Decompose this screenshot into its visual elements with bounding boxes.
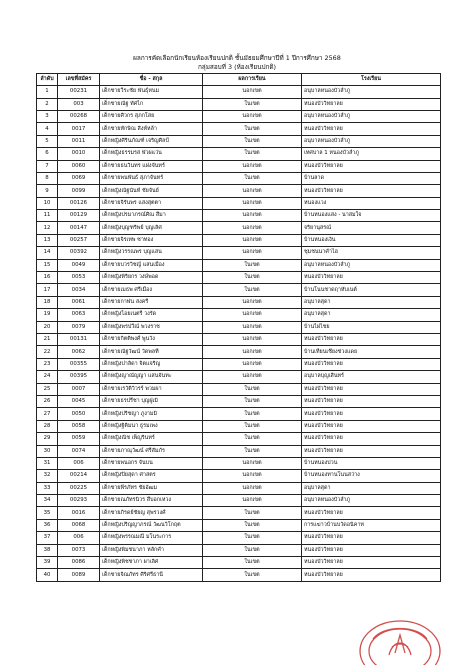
cell-school: หนองบัววิทยาลย <box>302 123 441 135</box>
cell-application-no: 006 <box>58 457 100 469</box>
table-row <box>37 557 441 569</box>
cell-school: หนองบัววิทยาลย <box>302 507 441 519</box>
cell-order: 6 <box>37 148 58 160</box>
cell-application-no: 0011 <box>58 135 100 147</box>
cell-name: เด็กหญิงพิริยกร วงษ์พอด <box>100 272 203 284</box>
table-row <box>37 98 441 110</box>
cell-school: หนองบัววิทยาลย <box>302 383 441 395</box>
cell-result: ในเขต <box>203 148 302 160</box>
cell-school: หนองบัววิทยาลย <box>302 358 441 370</box>
table-row <box>37 433 441 445</box>
cell-application-no: 0063 <box>58 309 100 321</box>
cell-application-no: 0034 <box>58 284 100 296</box>
cell-name: เด็กชายทักษิณ สิงห์หล้า <box>100 123 203 135</box>
cell-result: ในเขต <box>203 172 302 184</box>
cell-result: นอกเขต <box>203 470 302 482</box>
cell-order: 30 <box>37 445 58 457</box>
cell-application-no: 00268 <box>58 110 100 122</box>
cell-order: 29 <box>37 433 58 445</box>
table-row <box>37 544 441 556</box>
cell-name: เด็กหญิงไอยเนตรี วงรัด <box>100 309 203 321</box>
cell-order: 24 <box>37 371 58 383</box>
cell-school: บ้านหนองแสง - นาสมใจ <box>302 210 441 222</box>
cell-order: 10 <box>37 197 58 209</box>
cell-order: 22 <box>37 346 58 358</box>
table-row <box>37 470 441 482</box>
cell-result: ในเขต <box>203 259 302 271</box>
cell-order: 15 <box>37 259 58 271</box>
cell-order: 3 <box>37 110 58 122</box>
cell-application-no: 0089 <box>58 569 100 581</box>
table-row <box>37 569 441 581</box>
school-seal-stamp <box>353 615 447 665</box>
cell-order: 20 <box>37 321 58 333</box>
cell-result: ในเขต <box>203 507 302 519</box>
table-row <box>37 197 441 209</box>
table-row <box>37 358 441 370</box>
table-row <box>37 272 441 284</box>
cell-name: เด็กหญิงปรมาภรณ์ศิณ สีมา <box>100 210 203 222</box>
cell-order: 35 <box>37 507 58 519</box>
cell-application-no: 0068 <box>58 519 100 531</box>
cell-application-no: 00231 <box>58 86 100 98</box>
cell-school: หนองบัววิทยาลย <box>302 544 441 556</box>
table-row <box>37 172 441 184</box>
cell-name: เด็กชายเรวัติวิวรร์ พวมผา <box>100 383 203 395</box>
table-row <box>37 222 441 234</box>
cell-result: ในเขต <box>203 395 302 407</box>
cell-name: เด็กหญิงฐิติมนา ธูรมเพง <box>100 420 203 432</box>
cell-application-no: 0053 <box>58 272 100 284</box>
cell-result: นอกเขต <box>203 457 302 469</box>
cell-result: นอกเขต <box>203 247 302 259</box>
cell-name: เด็กหญิงปริชญา ภูงามมิ <box>100 408 203 420</box>
cell-order: 8 <box>37 172 58 184</box>
cell-result: ในเขต <box>203 408 302 420</box>
cell-order: 34 <box>37 495 58 507</box>
cell-application-no: 0050 <box>58 408 100 420</box>
cell-school: การแฆ่าวบ้านบวัดอนิคาท <box>302 519 441 531</box>
cell-school: หนองบัววิทยาลย <box>302 408 441 420</box>
cell-order: 23 <box>37 358 58 370</box>
cell-application-no: 006 <box>58 532 100 544</box>
cell-application-no: 00355 <box>58 358 100 370</box>
cell-school: หนองบัววิทยาลย <box>302 98 441 110</box>
cell-school: บ้านไผ่ไชย <box>302 321 441 333</box>
cell-school: หนองบัววิทยาลย <box>302 557 441 569</box>
cell-name: เด็กชายภิรดย์ชัยญ สุพรวงศ์ <box>100 507 203 519</box>
cell-name: เด็กหญิงพรปวีณ์ พวงราช <box>100 321 203 333</box>
cell-order: 12 <box>37 222 58 234</box>
cell-name: เด็กชายวีระชัย พันธุ์หนม <box>100 86 203 98</box>
cell-school: หนองบัววิทยาลย <box>302 445 441 457</box>
cell-result: นอกเขต <box>203 160 302 172</box>
cell-school: หนองบัววิทยาลย <box>302 160 441 172</box>
cell-application-no: 00129 <box>58 210 100 222</box>
cell-application-no: 0007 <box>58 383 100 395</box>
cell-name: เด็กหญิงปิยสุดา ศาสตร <box>100 470 203 482</box>
cell-application-no: 00147 <box>58 222 100 234</box>
cell-order: 11 <box>37 210 58 222</box>
cell-order: 14 <box>37 247 58 259</box>
table-row <box>37 86 441 98</box>
cell-result: ในเขต <box>203 532 302 544</box>
cell-application-no: 00225 <box>58 482 100 494</box>
cell-result: นอกเขต <box>203 197 302 209</box>
cell-result: นอกเขต <box>203 185 302 197</box>
cell-application-no: 0069 <box>58 172 100 184</box>
cell-name: เด็กชายเมธพ ศรีเมือง <box>100 284 203 296</box>
table-row <box>37 371 441 383</box>
table-row <box>37 346 441 358</box>
cell-order: 33 <box>37 482 58 494</box>
table-row <box>37 507 441 519</box>
table-row <box>37 495 441 507</box>
cell-school: อนุบาลสุดา <box>302 482 441 494</box>
cell-name: เด็กชายภาณุวัฒน์ ศรีสัมภัร <box>100 445 203 457</box>
cell-application-no: 0045 <box>58 395 100 407</box>
cell-order: 25 <box>37 383 58 395</box>
document-title: ผลการคัดเลือกนักเรียนห้องเรียนปกติ ชั้นมัธยมศึกษาปีที่ 1 ปีการศึกษา 2568 <box>133 54 341 62</box>
cell-name: เด็กหญิงณิช เพ็ญรินทร์ <box>100 433 203 445</box>
cell-order: 1 <box>37 86 58 98</box>
cell-order: 21 <box>37 334 58 346</box>
cell-name: เด็กชายจิรเทพ ซาทอง <box>100 234 203 246</box>
cell-school: หนองบัววิทยาลย <box>302 420 441 432</box>
cell-application-no: 00126 <box>58 197 100 209</box>
table-row <box>37 284 441 296</box>
cell-order: 13 <box>37 234 58 246</box>
table-row <box>37 148 441 160</box>
cell-name: เด็กหญิงธรรมรส พัวผแว่น <box>100 148 203 160</box>
cell-application-no: 0061 <box>58 296 100 308</box>
table-row <box>37 457 441 469</box>
cell-name: เด็กหญิงณัฐนันท์ ชัยจันย์ <box>100 185 203 197</box>
cell-school: หนองแวง <box>302 197 441 209</box>
cell-application-no: 0010 <box>58 148 100 160</box>
cell-result: นอกเขต <box>203 346 302 358</box>
table-row <box>37 296 441 308</box>
cell-application-no: 00257 <box>58 234 100 246</box>
cell-result: ในเขต <box>203 433 302 445</box>
cell-result: นอกเขต <box>203 482 302 494</box>
cell-application-no: 00293 <box>58 495 100 507</box>
cell-order: 28 <box>37 420 58 432</box>
cell-school: ชุมชนนาคำไฮ <box>302 247 441 259</box>
cell-result: นอกเขต <box>203 371 302 383</box>
cell-result: ในเขต <box>203 519 302 531</box>
cell-school: อนุบาลหนองบัวลำภู <box>302 110 441 122</box>
cell-name: เด็กชายกาฬน สงครี <box>100 296 203 308</box>
cell-application-no: 0060 <box>58 160 100 172</box>
cell-order: 9 <box>37 185 58 197</box>
cell-application-no: 0086 <box>58 557 100 569</box>
cell-application-no: 0017 <box>58 123 100 135</box>
cell-school: อนุบาลหนองบัวลำภู <box>302 135 441 147</box>
cell-application-no: 0074 <box>58 445 100 457</box>
cell-school: หนองบัววิทยาลย <box>302 395 441 407</box>
cell-application-no: 00131 <box>58 334 100 346</box>
table-row <box>37 519 441 531</box>
cell-result: ในเขต <box>203 445 302 457</box>
cell-name: เด็กหญิงพิมชนาภา หลักคำ <box>100 544 203 556</box>
cell-name: เด็กชายจิณภัทร ศิริศรีธานี <box>100 569 203 581</box>
cell-school: บ้านหนองเงิน <box>302 234 441 246</box>
cell-application-no: 0059 <box>58 433 100 445</box>
column-header-result: ผลการเรียน <box>203 74 302 86</box>
cell-order: 38 <box>37 544 58 556</box>
cell-result: ในเขต <box>203 284 302 296</box>
cell-application-no: 00392 <box>58 247 100 259</box>
cell-name: เด็กหญิงปริญญาภรณ์ วัฒนวิโกฤต <box>100 519 203 531</box>
cell-order: 4 <box>37 123 58 135</box>
cell-result: ในเขต <box>203 420 302 432</box>
cell-school: อนุบาลบุญเสินทร์ <box>302 371 441 383</box>
table-row <box>37 185 441 197</box>
cell-order: 32 <box>37 470 58 482</box>
cell-result: ในเขต <box>203 557 302 569</box>
cell-result: ในเขต <box>203 123 302 135</box>
cell-school: บ้านเทียนเชียงช่วงแดย <box>302 346 441 358</box>
cell-name: เด็กชายกิตติพงศ์ พูนวัง <box>100 334 203 346</box>
cell-result: นอกเขต <box>203 222 302 234</box>
cell-school: บ้านโนนชาดฤาหับเนต์ <box>302 284 441 296</box>
cell-result: ในเขต <box>203 383 302 395</box>
column-header-application-no: เลขที่สมัคร <box>58 74 100 86</box>
cell-result: นอกเขต <box>203 358 302 370</box>
cell-school: อนุบาลหนองบัวลำภู <box>302 86 441 98</box>
cell-order: 7 <box>37 160 58 172</box>
table-row <box>37 309 441 321</box>
cell-name: เด็กชายพีรภัทร ชัยอัฒม <box>100 482 203 494</box>
cell-school: หนองบัววิทยาลย <box>302 532 441 544</box>
cell-name: เด็กหญิงบุญฑริพย์ บุญเลิศ <box>100 222 203 234</box>
cell-order: 17 <box>37 284 58 296</box>
table-body <box>37 86 441 582</box>
cell-result: ในเขต <box>203 272 302 284</box>
cell-result: นอกเขต <box>203 321 302 333</box>
cell-school: บ้านหนองทานโนนสว่าง <box>302 470 441 482</box>
cell-order: 39 <box>37 557 58 569</box>
cell-order: 31 <box>37 457 58 469</box>
cell-name: เด็กชายณัฐวัฒน์ วัดพลที <box>100 346 203 358</box>
column-header-name: ชื่อ - สกุล <box>100 74 203 86</box>
table-row <box>37 420 441 432</box>
cell-school: หนองบัววิทยาลย <box>302 185 441 197</box>
cell-name: เด็กชายธนวินทร แฝงจันทร์ <box>100 160 203 172</box>
cell-order: 2 <box>37 98 58 110</box>
cell-application-no: 00214 <box>58 470 100 482</box>
cell-school: อนุบาลสุดา <box>302 296 441 308</box>
cell-result: นอกเขต <box>203 495 302 507</box>
cell-result: นอกเขต <box>203 210 302 222</box>
cell-name: เด็กหญิงญาณัญญา แสนจันทะ <box>100 371 203 383</box>
cell-result: นอกเขต <box>203 234 302 246</box>
cell-result: ในเขต <box>203 569 302 581</box>
table-row <box>37 210 441 222</box>
cell-name: เด็กชายณัฐ ทัศไก <box>100 98 203 110</box>
cell-school: อนุบาลหนองบัวลำภู <box>302 259 441 271</box>
table-row <box>37 160 441 172</box>
cell-name: เด็กหญิงพิชชาภา ผาเลิศ <box>100 557 203 569</box>
cell-result: ในเขต <box>203 544 302 556</box>
column-header-school: โรงเรียน <box>302 74 441 86</box>
cell-school: อนุบาลหนองบัวลำภู <box>302 495 441 507</box>
cell-name: เด็กชายจิรันพร แสงสุตตา <box>100 197 203 209</box>
table-row <box>37 383 441 395</box>
cell-school: จริยานุสรณ์ <box>302 222 441 234</box>
cell-name: เด็กหญิงพรรณมณี มโนระการ <box>100 532 203 544</box>
cell-application-no: 0058 <box>58 420 100 432</box>
table-header-row <box>37 74 441 86</box>
cell-school: อนุบาลสุดา <box>302 309 441 321</box>
cell-name: เด็กชายพนอกร จันบน <box>100 457 203 469</box>
cell-order: 19 <box>37 309 58 321</box>
table-row <box>37 247 441 259</box>
table-row <box>37 532 441 544</box>
table-row <box>37 123 441 135</box>
table-row <box>37 135 441 147</box>
cell-name: เด็กชายธรปรีชา บุญฝูเมิ <box>100 395 203 407</box>
table-row <box>37 321 441 333</box>
cell-name: เด็กชายศิวกร สุภกโสย <box>100 110 203 122</box>
cell-school: หนองบัววิทยาลย <box>302 569 441 581</box>
cell-application-no: 0016 <box>58 507 100 519</box>
cell-name: เด็กชายบวรวิชญ์ แสนเมือง <box>100 259 203 271</box>
cell-application-no: 0079 <box>58 321 100 333</box>
cell-school: หนองบัววิทยาลย <box>302 334 441 346</box>
column-header-order: ลำดับ <box>37 74 58 86</box>
cell-school: เทศบาล 1 หนองบัวลำภู <box>302 148 441 160</box>
cell-application-no: 0062 <box>58 346 100 358</box>
table-row <box>37 234 441 246</box>
cell-application-no: 0099 <box>58 185 100 197</box>
cell-school: บ้านลาด <box>302 172 441 184</box>
cell-application-no: 0073 <box>58 544 100 556</box>
table-row <box>37 334 441 346</box>
cell-name: เด็กชายณภัทรนิวร สีบอกเหวง <box>100 495 203 507</box>
cell-result: นอกเขต <box>203 86 302 98</box>
cell-name: เด็กหญิงวรรณพร บุญแสน <box>100 247 203 259</box>
cell-order: 40 <box>37 569 58 581</box>
cell-order: 27 <box>37 408 58 420</box>
cell-school: บ้านหนองบ่วน <box>302 457 441 469</box>
cell-name: เด็กชายพนพันธ์ สุภาจันทร์ <box>100 172 203 184</box>
cell-order: 5 <box>37 135 58 147</box>
table-row <box>37 395 441 407</box>
cell-result: ในเขต <box>203 98 302 110</box>
cell-school: หนองบัววิทยาลย <box>302 272 441 284</box>
table-row <box>37 408 441 420</box>
cell-result: นอกเขต <box>203 110 302 122</box>
table-row <box>37 259 441 271</box>
cell-order: 36 <box>37 519 58 531</box>
cell-order: 37 <box>37 532 58 544</box>
cell-order: 26 <box>37 395 58 407</box>
cell-application-no: 00395 <box>58 371 100 383</box>
results-table <box>36 73 441 582</box>
cell-result: นอกเขต <box>203 309 302 321</box>
cell-order: 16 <box>37 272 58 284</box>
table-row <box>37 445 441 457</box>
cell-application-no: 003 <box>58 98 100 110</box>
table-row <box>37 482 441 494</box>
cell-application-no: 0049 <box>58 259 100 271</box>
cell-name: เด็กหญิงปาลิดา จิตแจริญ <box>100 358 203 370</box>
cell-name: เด็กหญิงศิรินภัณฑ์ เจริญศิลป์ <box>100 135 203 147</box>
cell-result: นอกเขต <box>203 334 302 346</box>
cell-result: ในเขต <box>203 135 302 147</box>
cell-order: 18 <box>37 296 58 308</box>
cell-result: นอกเขต <box>203 296 302 308</box>
table-row <box>37 110 441 122</box>
cell-school: หนองบัววิทยาลย <box>302 433 441 445</box>
document-subtitle: กลุ่มสอบที่ 3 (ห้องเรียนปกติ) <box>197 63 277 71</box>
